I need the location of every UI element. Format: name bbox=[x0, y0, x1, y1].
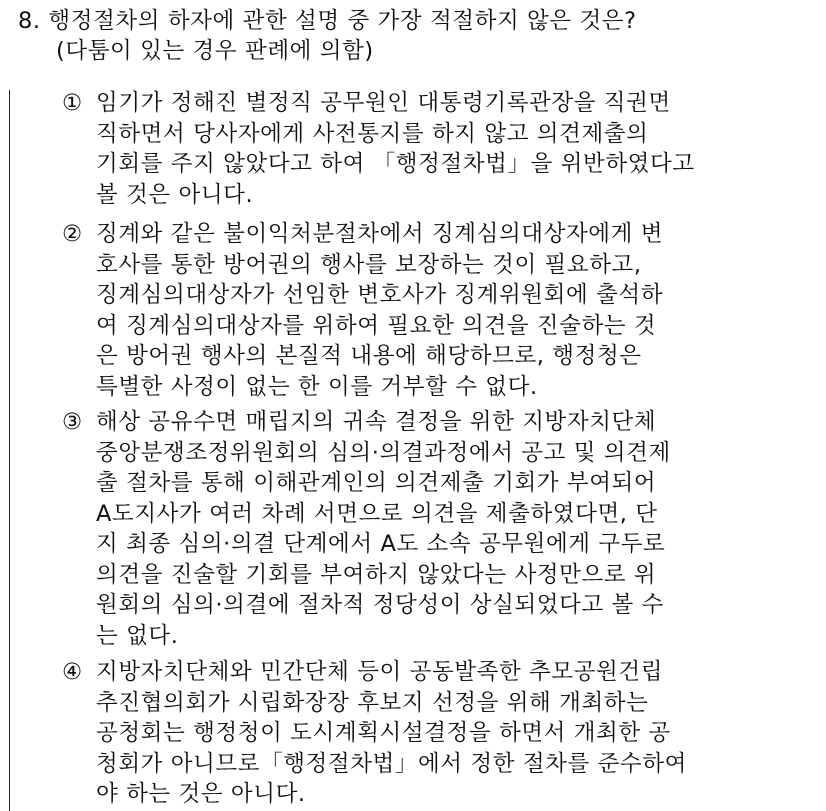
option-line: 은 방어권 행사의 본질적 내용에 해당하므로, 행정청은 bbox=[96, 343, 642, 369]
option-line: 특별한 사정이 없는 한 이를 거부할 수 없다. bbox=[96, 373, 538, 400]
option-line: 야 하는 것은 아니다. bbox=[96, 781, 306, 807]
option-line: 의견을 진술할 기회를 부여하지 않았다는 사정만으로 위 bbox=[96, 561, 657, 588]
option-line: 중앙분쟁조정위원회의 심의·의결과정에서 공고 및 의견제 bbox=[96, 439, 671, 466]
option-line: 임기가 정해진 별정직 공무원인 대통령기록관장을 직권면 bbox=[96, 90, 671, 116]
option-line: 기회를 주지 않았다고 하여 「행정절차법」을 위반하였다고 bbox=[96, 151, 695, 177]
option-line: 지방자치단체와 민간단체 등이 공동발족한 추모공원건립 bbox=[96, 659, 664, 685]
option-line: 볼 것은 아니다. bbox=[96, 181, 254, 208]
option-line: 출 절차를 통해 이해관계인의 의견제출 기회가 부여되어 bbox=[96, 470, 657, 496]
option-marker: ④ bbox=[62, 659, 83, 685]
option-line: 공청회는 행정청이 도시계획시설결정을 하면서 개최한 공 bbox=[96, 720, 671, 746]
option-line: 원회의 심의·의결에 절차적 정당성이 상실되었다고 볼 수 bbox=[96, 592, 664, 618]
option-line: 호사를 통한 방어권의 행사를 보장하는 것이 필요하고, bbox=[96, 251, 642, 278]
option-line: 해상 공유수면 매립지의 귀속 결정을 위한 지방자치단체 bbox=[96, 409, 657, 435]
option-text bbox=[96, 407, 772, 651]
option-line: 징계와 같은 불이익처분절차에서 징계심의대상자에게 변 bbox=[96, 221, 664, 247]
option-text bbox=[96, 219, 772, 402]
option-line: 여 징계심의대상자를 위하여 필요한 의견을 진술하는 것 bbox=[96, 312, 657, 339]
option-text bbox=[96, 657, 772, 810]
option-line: 추진협의회가 시립화장장 후보지 선정을 위해 개최하는 bbox=[96, 689, 649, 716]
option-line: 는 없다. bbox=[96, 622, 179, 649]
option-line: 청회가 아니므로「행정절차법」에서 정한 절차를 준수하여 bbox=[96, 750, 687, 777]
option-marker: ① bbox=[62, 90, 83, 116]
option-line: 직하면서 당사자에게 사전통지를 하지 않고 의견제출의 bbox=[96, 120, 649, 147]
question-condition: (다툼이 있는 경우 판례에 의함) bbox=[56, 38, 374, 64]
option-line: 지 최종 심의·의결 단계에서 A도 소속 공무원에게 구두로 bbox=[96, 531, 666, 557]
left-margin-rule bbox=[9, 90, 10, 811]
option-line: A도지사가 여러 차례 서면으로 의견을 제출하였다면, 단 bbox=[96, 500, 658, 527]
option-text bbox=[96, 88, 772, 210]
question-header bbox=[18, 6, 637, 66]
option-marker: ② bbox=[62, 221, 83, 247]
option-marker: ③ bbox=[62, 409, 83, 435]
question-stem: 8. 행정절차의 하자에 관한 설명 중 가장 적절하지 않은 것은? bbox=[18, 8, 637, 34]
option-line: 징계심의대상자가 선임한 변호사가 징계위원회에 출석하 bbox=[96, 282, 664, 308]
